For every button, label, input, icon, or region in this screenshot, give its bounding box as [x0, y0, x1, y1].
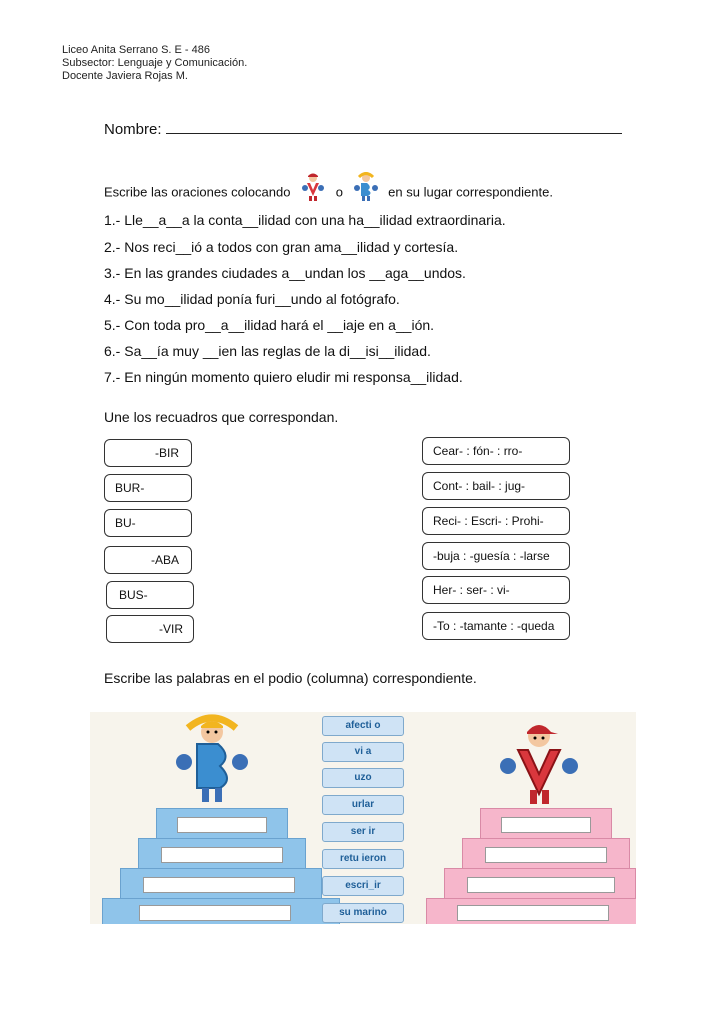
blue-podium-slot-2[interactable] — [161, 847, 283, 863]
boy-v-figure-icon — [496, 716, 582, 808]
teacher-name: Docente Javiera Rojas M. — [62, 70, 188, 82]
right-box-label: -To : -tamante : -queda — [433, 619, 555, 633]
name-label: Nombre: — [104, 121, 162, 138]
word-tag-7[interactable]: escri_ir — [322, 876, 404, 896]
left-box-6[interactable] — [106, 615, 194, 643]
pink-podium-slot-4[interactable] — [457, 905, 609, 921]
sentence-5: 5.- Con toda pro__a__ilidad hará el __iaje en a__ión. — [104, 317, 435, 333]
girl-b-figure-icon — [172, 714, 252, 808]
instruction-text-before: Escribe las oraciones colocando — [104, 184, 291, 200]
blue-podium-slot-3[interactable] — [143, 877, 295, 893]
word-tag-2[interactable]: vi a — [322, 742, 404, 762]
pink-podium-slot-3[interactable] — [467, 877, 615, 893]
right-box-label: Cear- : fón- : rro- — [433, 444, 523, 458]
girl-b-figure-icon — [353, 172, 379, 198]
pink-podium-tier-4 — [426, 898, 636, 924]
pink-podium-slot-2[interactable] — [485, 847, 607, 863]
right-box-label: Reci- : Escri- : Prohi- — [433, 514, 544, 528]
right-box-label: Her- : ser- : vi- — [433, 583, 510, 597]
school-name: Liceo Anita Serrano S. E - 486 — [62, 44, 210, 56]
left-box-label: BU- — [115, 516, 136, 530]
blue-podium-slot-4[interactable] — [139, 905, 291, 921]
name-field[interactable] — [104, 120, 622, 138]
instruction-fill-letters — [104, 180, 553, 206]
name-blank-line — [166, 120, 622, 134]
sentence-1: 1.- Lle__a__a la conta__ilidad con una ha__ilidad extraordinaria. — [104, 212, 506, 228]
left-box-2[interactable] — [104, 474, 192, 502]
word-tag-3[interactable]: uzo — [322, 768, 404, 788]
left-box-3[interactable] — [104, 509, 192, 537]
right-box-label: Cont- : bail- : jug- — [433, 479, 526, 493]
pink-podium-slot-1[interactable] — [501, 817, 591, 833]
sentence-7: 7.- En ningún momento quiero eludir mi responsa__ilidad. — [104, 369, 463, 385]
right-box-6[interactable] — [422, 612, 570, 640]
right-box-4[interactable] — [422, 542, 570, 570]
word-tag-5[interactable]: ser ir — [322, 822, 404, 842]
pink-podium-tier-3 — [444, 868, 636, 900]
word-tag-8[interactable]: su marino — [322, 903, 404, 923]
sentence-6: 6.- Sa__ía muy __ien las reglas de la di__isi__ilidad. — [104, 343, 431, 359]
instruction-text-after: en su lugar correspondiente. — [388, 184, 553, 200]
left-box-label: BUS- — [119, 588, 148, 602]
blue-podium-tier-2 — [138, 838, 306, 870]
left-box-1[interactable] — [104, 439, 192, 467]
right-box-label: -buja : -guesía : -larse — [433, 549, 550, 563]
right-box-5[interactable] — [422, 576, 570, 604]
podium-illustration — [90, 712, 636, 924]
sentence-2: 2.- Nos reci__ió a todos con gran ama__ilidad y cortesía. — [104, 239, 459, 255]
right-box-1[interactable] — [422, 437, 570, 465]
word-tag-4[interactable]: urlar — [322, 795, 404, 815]
left-box-label: BUR- — [115, 481, 145, 495]
word-tag-1[interactable]: afecti o — [322, 716, 404, 736]
left-box-4[interactable] — [104, 546, 192, 574]
blue-podium-tier-3 — [120, 868, 322, 900]
left-box-label: -VIR — [159, 622, 183, 636]
instruction-match-boxes: Une los recuadros que correspondan. — [104, 409, 339, 425]
right-box-3[interactable] — [422, 507, 570, 535]
sentence-4: 4.- Su mo__ilidad ponía furi__undo al fotógrafo. — [104, 291, 400, 307]
left-box-5[interactable] — [106, 581, 194, 609]
instruction-text-or: o — [335, 184, 343, 200]
right-box-2[interactable] — [422, 472, 570, 500]
boy-v-figure-icon — [300, 172, 326, 198]
blue-podium-tier-1 — [156, 808, 288, 840]
instruction-podium: Escribe las palabras en el podio (columna) correspondiente. — [104, 670, 477, 686]
pink-podium-tier-2 — [462, 838, 630, 870]
pink-podium-tier-1 — [480, 808, 612, 840]
left-box-label: -BIR — [155, 446, 179, 460]
blue-podium-slot-1[interactable] — [177, 817, 267, 833]
word-tag-6[interactable]: retu ieron — [322, 849, 404, 869]
subject-name: Subsector: Lenguaje y Comunicación. — [62, 57, 248, 69]
blue-podium-tier-4 — [102, 898, 340, 924]
left-box-label: -ABA — [151, 553, 180, 567]
sentence-3: 3.- En las grandes ciudades a__undan los __aga__undos. — [104, 265, 466, 281]
